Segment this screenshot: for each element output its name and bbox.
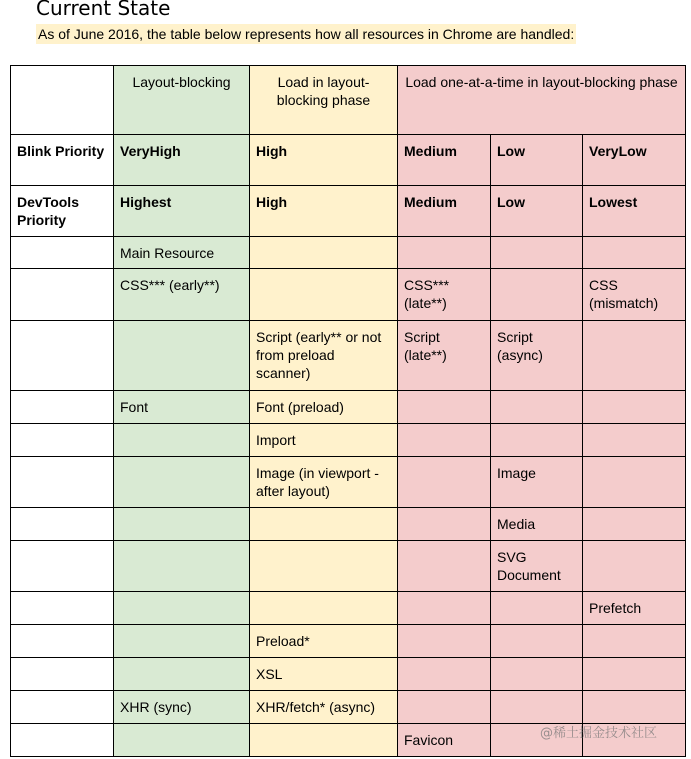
table-row	[11, 457, 686, 508]
table-row-header	[11, 66, 686, 135]
watermark: @稀土掘金技术社区	[540, 726, 658, 741]
cell-svg-document: SVG Document	[491, 541, 583, 592]
devtools-highest: Highest	[114, 186, 250, 237]
table-row	[11, 391, 686, 424]
cell-favicon: Favicon	[398, 724, 491, 757]
empty-cell	[583, 625, 686, 658]
empty-cell	[250, 541, 398, 592]
cell-script-async: Script (async)	[491, 321, 583, 391]
empty-cell	[398, 508, 491, 541]
empty-cell	[250, 592, 398, 625]
header-load-in-layout-blocking: Load in layout-blocking phase	[250, 66, 398, 135]
empty-cell	[398, 457, 491, 508]
empty-cell	[491, 592, 583, 625]
empty-cell	[398, 691, 491, 724]
table-row	[11, 269, 686, 321]
cell-font-preload: Font (preload)	[250, 391, 398, 424]
table-row	[11, 658, 686, 691]
empty-cell	[11, 321, 114, 391]
table-row	[11, 321, 686, 391]
cell-media: Media	[491, 508, 583, 541]
empty-cell	[583, 691, 686, 724]
empty-cell	[11, 424, 114, 457]
empty-cell	[583, 508, 686, 541]
devtools-lowest: Lowest	[583, 186, 686, 237]
empty-cell	[398, 625, 491, 658]
priority-table	[10, 65, 686, 757]
row-label-devtools-priority: DevTools Priority	[11, 186, 114, 237]
table-row	[11, 424, 686, 457]
empty-cell	[398, 592, 491, 625]
empty-cell	[491, 237, 583, 269]
cell-xsl: XSL	[250, 658, 398, 691]
empty-cell	[11, 269, 114, 321]
cell-image: Image	[491, 457, 583, 508]
blink-high: High	[250, 135, 398, 186]
empty-cell	[11, 66, 114, 135]
cell-css-early: CSS*** (early**)	[114, 269, 250, 321]
cell-image-in-viewport: Image (in viewport - after layout)	[250, 457, 398, 508]
devtools-high: High	[250, 186, 398, 237]
empty-cell	[491, 691, 583, 724]
empty-cell	[583, 391, 686, 424]
blink-medium: Medium	[398, 135, 491, 186]
empty-cell	[11, 658, 114, 691]
empty-cell	[491, 269, 583, 321]
cell-css-late: CSS*** (late**)	[398, 269, 491, 321]
table-row	[11, 541, 686, 592]
empty-cell	[398, 424, 491, 457]
intro-text: As of June 2016, the table below represents how all resources in Chrome are handled:	[38, 26, 575, 42]
empty-cell	[114, 321, 250, 391]
table-row	[11, 237, 686, 269]
empty-cell	[583, 237, 686, 269]
cell-main-resource: Main Resource	[114, 237, 250, 269]
empty-cell	[11, 508, 114, 541]
empty-cell	[114, 625, 250, 658]
empty-cell	[114, 508, 250, 541]
empty-cell	[11, 541, 114, 592]
cell-preload: Preload*	[250, 625, 398, 658]
empty-cell	[11, 625, 114, 658]
empty-cell	[11, 237, 114, 269]
cell-prefetch: Prefetch	[583, 592, 686, 625]
table-row	[11, 625, 686, 658]
empty-cell	[114, 457, 250, 508]
cell-css-mismatch: CSS (mismatch)	[583, 269, 686, 321]
empty-cell	[250, 508, 398, 541]
cell-script-late: Script (late**)	[398, 321, 491, 391]
empty-cell	[114, 658, 250, 691]
empty-cell	[398, 541, 491, 592]
empty-cell	[398, 237, 491, 269]
empty-cell	[11, 691, 114, 724]
empty-cell	[114, 424, 250, 457]
cell-import: Import	[250, 424, 398, 457]
empty-cell	[11, 592, 114, 625]
page-title: Current State	[36, 0, 171, 20]
empty-cell	[114, 724, 250, 757]
empty-cell	[583, 424, 686, 457]
empty-cell	[583, 321, 686, 391]
table-row	[11, 592, 686, 625]
empty-cell	[583, 541, 686, 592]
blink-low: Low	[491, 135, 583, 186]
empty-cell	[491, 424, 583, 457]
empty-cell	[398, 391, 491, 424]
devtools-low: Low	[491, 186, 583, 237]
blink-very-low: VeryLow	[583, 135, 686, 186]
empty-cell	[250, 724, 398, 757]
empty-cell	[491, 625, 583, 658]
table-row	[11, 508, 686, 541]
empty-cell	[11, 391, 114, 424]
empty-cell	[583, 658, 686, 691]
row-label-blink-priority: Blink Priority	[11, 135, 114, 186]
header-layout-blocking: Layout-blocking	[114, 66, 250, 135]
blink-very-high: VeryHigh	[114, 135, 250, 186]
empty-cell	[114, 592, 250, 625]
cell-script-early: Script (early** or not from preload scanner)	[250, 321, 398, 391]
table-row-blink-priority	[11, 135, 686, 186]
cell-xhr-fetch-async: XHR/fetch* (async)	[250, 691, 398, 724]
empty-cell	[491, 658, 583, 691]
devtools-medium: Medium	[398, 186, 491, 237]
cell-font: Font	[114, 391, 250, 424]
empty-cell	[11, 724, 114, 757]
empty-cell	[114, 541, 250, 592]
table-row	[11, 691, 686, 724]
cell-xhr-sync: XHR (sync)	[114, 691, 250, 724]
empty-cell	[398, 658, 491, 691]
header-load-one-at-a-time: Load one-at-a-time in layout-blocking phase	[398, 66, 686, 135]
empty-cell	[250, 269, 398, 321]
empty-cell	[491, 391, 583, 424]
table-row-devtools-priority	[11, 186, 686, 237]
empty-cell	[583, 457, 686, 508]
empty-cell	[250, 237, 398, 269]
empty-cell	[11, 457, 114, 508]
